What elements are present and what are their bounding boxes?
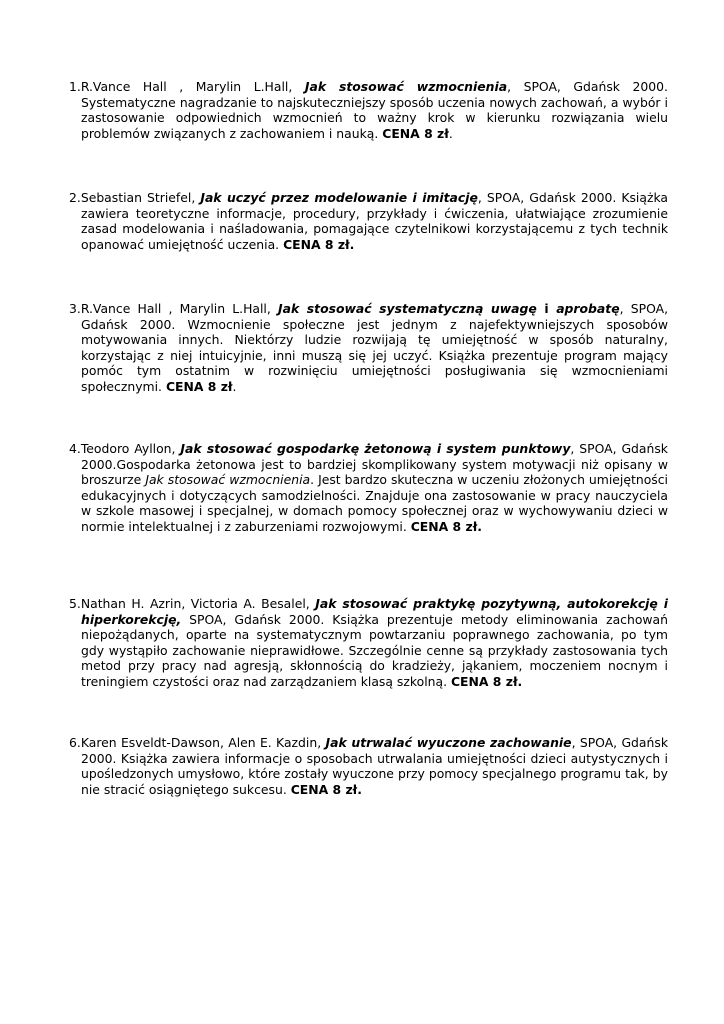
entry-title: Jak stosować wzmocnienia <box>304 79 508 95</box>
book-entry-1 <box>69 79 668 141</box>
entry-number: 5. <box>69 596 81 612</box>
entry-description: , SPOA, Gdańsk 2000. Systematyczne nagradzanie to najskuteczniejszy sposób uczenia nowych zachowań, a wybór i zastosowanie odpowiednich wzmocnień to ważny krok w kierunku rozwiązania wielu problemów związanych z zachowaniem i nauką. <box>81 79 668 141</box>
entry-authors: Sebastian Striefel, <box>80 190 201 206</box>
entry-number: 2. <box>69 190 81 206</box>
entry-description: SPOA, Gdańsk 2000. Książka prezentuje metody eliminowania zachowań niepożądanych, oparte na systematycznym powtarzaniu poprawnego zachowania, po tym gdy wystąpiło zachowanie nieprawidłowe. Szczególnie cenne są przykłady zastosowania tych metod przy pracy nad agresją, skłonnością do kradzieży, jąkaniem, moczeniem nocnym i treningiem czystości oraz nad zarządzaniem klasą szkolną. <box>81 611 668 689</box>
entry-end: . <box>448 125 453 141</box>
entry-description: , SPOA, Gdańsk 2000.Gospodarka żetonowa jest to bardziej skomplikowany system motywacji niż opisany w broszurze <box>81 441 668 488</box>
book-entry-5 <box>69 596 668 689</box>
entry-description-continued: . Jest bardzo skuteczna w uczeniu złożonych umiejętności edukacyjnych i dotyczących samodzielności. Znajduje ona zastosowanie w pracy nauczyciela w szkole masowej i specjalnej, w domach pomocy społecznej oraz w wychowywaniu dzieci w normie intelektualnej i z zaburzeniami rozwojowymi. <box>81 472 668 534</box>
entry-price: CENA 8 zł. <box>450 673 523 689</box>
entry-title-part-2: aprobatę <box>556 301 620 317</box>
entry-number: 4. <box>69 441 81 457</box>
entry-authors: R.Vance Hall , Marylin L.Hall, <box>80 79 305 95</box>
book-entry-2 <box>69 190 668 252</box>
entry-description: , SPOA, Gdańsk 2000. Książka zawiera teoretyczne informacje, procedury, przykłady i ćwiczenia, ułatwiające zrozumienie zasad modelowania i naśladowania, pomagające czytelnikowi korzystającemu z tych technik opanować umiejętność uczenia. <box>81 190 669 252</box>
entry-end: . <box>232 378 237 394</box>
entry-number: 3. <box>69 301 81 317</box>
entry-title: Jak uczyć przez modelowanie i imitację <box>200 190 478 206</box>
entry-title: Jak utrwalać wyuczone zachowanie <box>325 735 572 751</box>
entry-title-conjunction: i <box>536 301 557 317</box>
entry-number: 6. <box>69 735 81 751</box>
entry-title: Jak stosować gospodarkę żetonową i system punktowy <box>180 441 571 457</box>
entry-authors: Karen Esveldt-Dawson, Alen E. Kazdin, <box>80 735 326 751</box>
entry-price: CENA 8 zł. <box>290 781 362 797</box>
entry-price: CENA 8 zł <box>165 378 233 394</box>
entry-authors: R.Vance Hall , Marylin L.Hall, <box>80 301 278 317</box>
entry-price: CENA 8 zł. <box>283 236 355 252</box>
entry-title-part-1: Jak stosować systematyczną uwagę <box>278 301 537 317</box>
entry-price: CENA 8 zł <box>382 125 449 141</box>
book-entry-4 <box>69 441 668 534</box>
entry-description: , SPOA, Gdańsk 2000. Książka zawiera informacje o sposobach utrwalania umiejętności dzieci autystycznych i upośledzonych umysłowo, które zostały wyuczone przy pomocy specjalnego programu tak, by nie stracić osiągniętego sukcesu. <box>81 735 668 797</box>
entry-authors: Teodoro Ayllon, <box>80 441 181 457</box>
book-entry-3 <box>69 301 668 394</box>
entry-number: 1. <box>69 79 81 95</box>
entry-referenced-title: Jak stosować wzmocnienia <box>145 472 311 488</box>
entry-description: , SPOA, Gdańsk 2000. Wzmocnienie społeczne jest jednym z najefektywniejszych sposobów motywowania innych. Niektórzy ludzie rozwijają tę umiejętność w sposób naturalny, korzystając z niej intuicyjnie, inni muszą się jej uczyć. Książka prezentuje program mający pomóc tym ostatnim w rozwinięciu umiejętności posługiwania się wzmocnieniami społecznymi. <box>81 301 669 394</box>
book-entry-6 <box>69 735 668 797</box>
entry-title: Jak stosować praktykę pozytywną, autokorekcję i hiperkorekcję, <box>81 596 668 627</box>
entry-authors: Nathan H. Azrin, Victoria A. Besalel, <box>80 596 316 612</box>
entry-price: CENA 8 zł. <box>410 518 483 534</box>
